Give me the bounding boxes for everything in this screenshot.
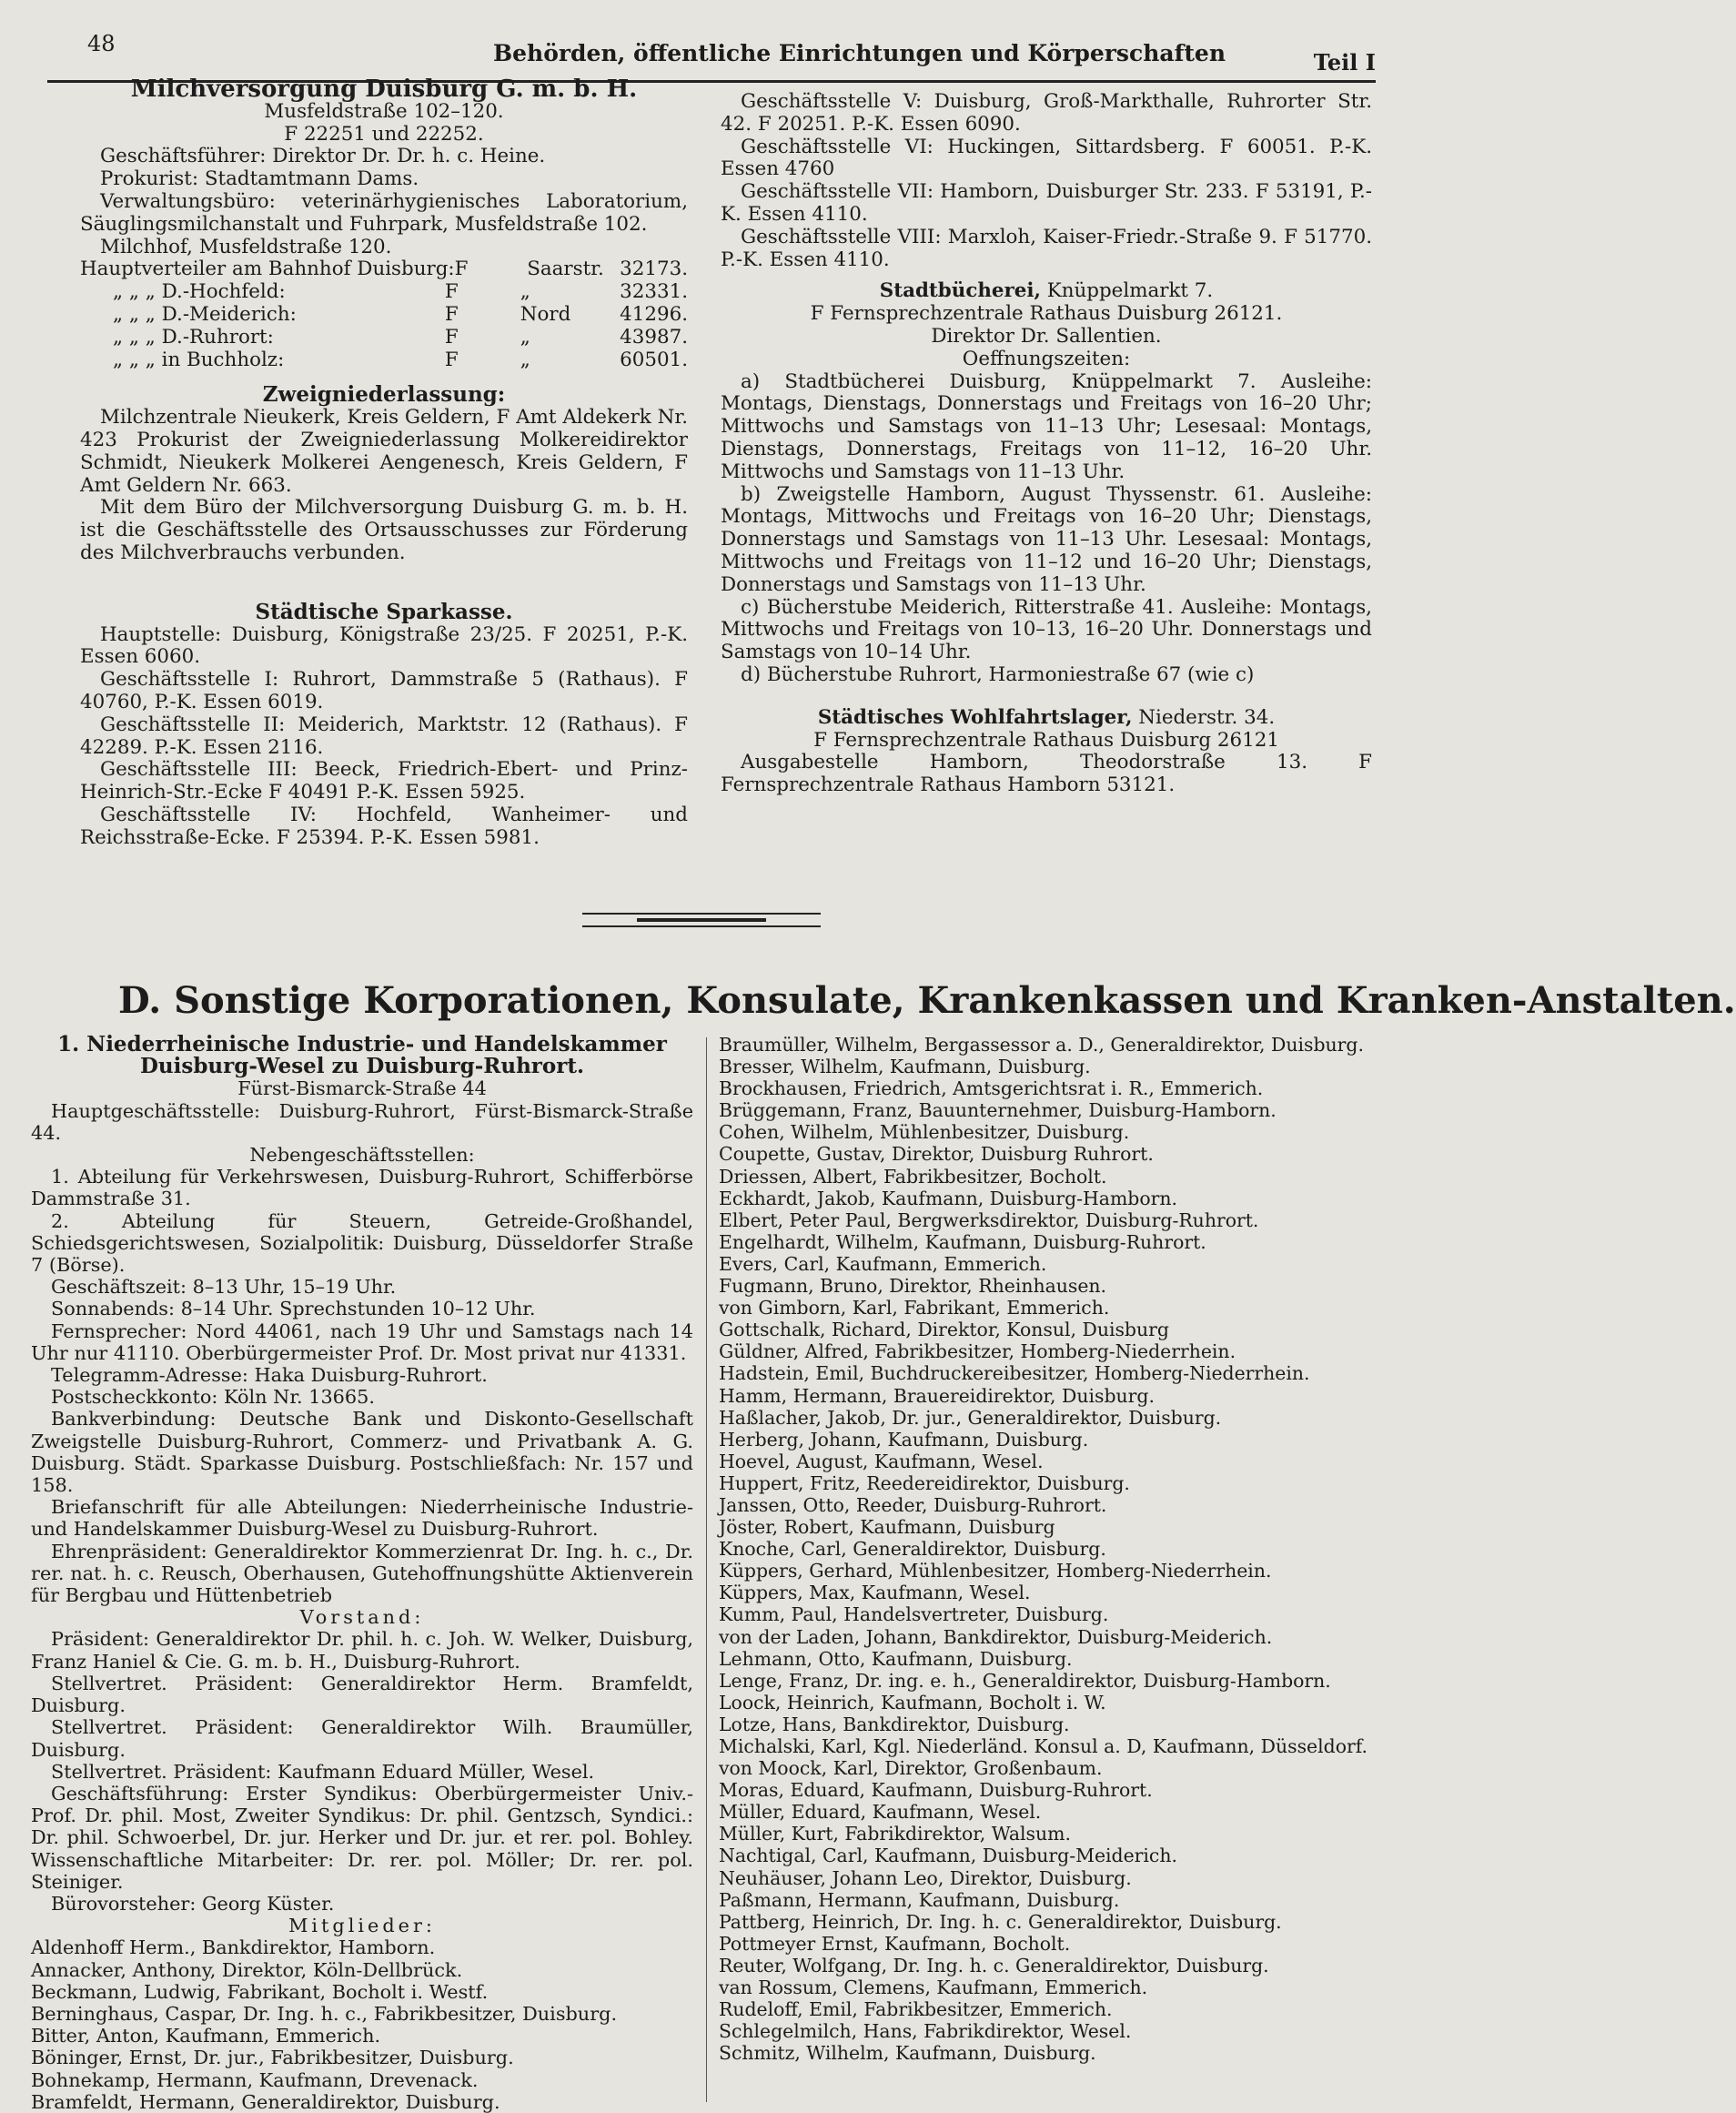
member-entry: Bresser, Wilhelm, Kaufmann, Duisburg. — [719, 1056, 1091, 1078]
ihk-title: 1. Niederrheinische Industrie- und Handelskammer — [57, 1032, 667, 1056]
member-entry: Michalski, Karl, Kgl. Niederländ. Konsul a. D, Kaufmann, Düsseldorf. — [719, 1735, 1368, 1757]
member-entry: Engelhardt, Wilhelm, Kaufmann, Duisburg-Ruhrort. — [719, 1230, 1206, 1253]
spark-text: Hauptstelle: Duisburg, Königstraße 23/25. F 20251, P.-K. Essen 6060. — [80, 622, 688, 669]
member-entry: Nachtigal, Carl, Kaufmann, Duisburg-Meiderich. — [719, 1845, 1177, 1867]
verteiler-row — [80, 258, 688, 281]
separator-line — [582, 925, 821, 927]
left-bottom-column — [31, 1034, 693, 2113]
member-entry: Jöster, Robert, Kaufmann, Duisburg — [719, 1516, 1055, 1539]
vorstand-heading: Vorstand: — [299, 1606, 425, 1629]
verteiler-number: 41296. — [620, 302, 689, 326]
ihk-text: Fernsprecher: Nord 44061, nach 19 Uhr und Samstags nach 14 Uhr nur 41110. Oberbürgermeister Prof. Dr. Most privat nur 41331. — [31, 1319, 693, 1364]
member-entry: Coupette, Gustav, Direktor, Duisburg Ruhrort. — [719, 1143, 1154, 1166]
verteiler-exchange: „ — [520, 280, 530, 304]
verteiler-f: F — [444, 280, 459, 304]
gs-text: Geschäftsstelle VI: Huckingen, Sittardsberg. F 60051. P.-K. Essen 4760 — [721, 135, 1372, 181]
separator-line — [637, 918, 766, 922]
verteiler-row — [80, 304, 688, 327]
verteiler-exchange: Nord — [520, 302, 571, 326]
verteiler-row — [80, 349, 688, 372]
page-header — [47, 25, 1376, 76]
vorstand-text: Stellvertret. Präsident: Generaldirektor Wilh. Braumüller, Duisburg. — [31, 1716, 693, 1761]
buch-title: Stadtbücherei, — [879, 279, 1041, 303]
ihk-text: Geschäftszeit: 8–13 Uhr, 15–19 Uhr. — [51, 1276, 397, 1299]
wohl-addr: Niederstr. 34. — [1132, 705, 1276, 729]
member-entry: Cohen, Wilhelm, Mühlenbesitzer, Duisburg. — [719, 1121, 1130, 1144]
left-top-column — [80, 78, 688, 850]
verteiler-row — [80, 327, 688, 349]
ihk-text: 2. Abteilung für Steuern, Getreide-Großhandel, Schiedsgerichtswesen, Sozialpolitik: Duisburg, Düsseldorfer Straße 7 (Börse). — [31, 1209, 693, 1277]
part-label: Teil I — [1313, 49, 1376, 76]
member-entry: Müller, Eduard, Kaufmann, Wesel. — [719, 1801, 1042, 1824]
member-entry: Hadstein, Emil, Buchdruckereibesitzer, Homberg-Niederrhein. — [719, 1362, 1310, 1385]
verteiler-place: „ „ „ in Buchholz: — [113, 348, 285, 371]
spark-text: Geschäftsstelle IV: Hochfeld, Wanheimer- und Reichsstraße-Ecke. F 25394. P.-K. Essen 5981. — [80, 803, 688, 849]
member-entry: Moras, Eduard, Kaufmann, Duisburg-Ruhrort. — [719, 1779, 1153, 1802]
member-entry: Lehmann, Otto, Kaufmann, Duisburg. — [719, 1647, 1073, 1670]
buch-item: b) Zweigstelle Hamborn, August Thyssenstr. 61. Ausleihe: Montags, Mittwochs und Freitags von 16–20 Uhr; Dienstags, Donnerstags und Samstags von 11–13 Uhr. Lesesaal: Montags, Mittwochs und Freitags von 11–12 und 16–20 Uhr; Dienstags, Donnerstags und Samstags von 11–13 Uhr. — [721, 482, 1372, 596]
member-entry: Brockhausen, Friedrich, Amtsgerichtsrat i. R., Emmerich. — [719, 1077, 1264, 1100]
buch-line: Oeffnungszeiten: — [962, 347, 1131, 370]
ihk-text: Hauptgeschäftsstelle: Duisburg-Ruhrort, Fürst-Bismarck-Straße 44. — [31, 1099, 693, 1144]
gs-text: Geschäftsstelle VII: Hamborn, Duisburger Str. 233. F 53191, P.-K. Essen 4110. — [721, 180, 1372, 226]
column-divider — [706, 1037, 707, 2102]
member-entry: Lenge, Franz, Dr. ing. e. h., Generaldirektor, Duisburg-Hamborn. — [719, 1669, 1331, 1692]
member-entry: Loock, Heinrich, Kaufmann, Bocholt i. W. — [719, 1691, 1106, 1714]
vorstand-text: Präsident: Generaldirektor Dr. phil. h. c. Joh. W. Welker, Duisburg, Franz Haniel & Cie. G. m. b. H., Duisburg-Ruhrort. — [31, 1628, 693, 1673]
member-entry: Eckhardt, Jakob, Kaufmann, Duisburg-Hamborn. — [719, 1187, 1177, 1209]
member-entry: Beckmann, Ludwig, Fabrikant, Bocholt i. Westf. — [31, 1980, 489, 2003]
ihk-text: Telegramm-Adresse: Haka Duisburg-Ruhrort. — [51, 1364, 488, 1387]
verteiler-row — [80, 281, 688, 304]
buch-item: d) Bücherstube Ruhrort, Harmoniestraße 67 (wie c) — [741, 662, 1255, 686]
verteiler-table — [80, 258, 688, 371]
ihk-title: Duisburg-Wesel zu Duisburg-Ruhrort. — [139, 1054, 585, 1079]
verteiler-f: F — [444, 325, 459, 349]
member-entry: Driessen, Albert, Fabrikbesitzer, Bocholt. — [719, 1165, 1107, 1188]
member-entry: Pottmeyer Ernst, Kaufmann, Bocholt. — [719, 1932, 1071, 1955]
gs-text: Geschäftsstelle VIII: Marxloh, Kaiser-Friedr.-Straße 9. F 51770. P.-K. Essen 4110. — [721, 225, 1372, 271]
verteiler-number: 60501. — [620, 348, 689, 371]
member-entry: Küppers, Max, Kaufmann, Wesel. — [719, 1582, 1031, 1604]
section-title: D. Sonstige Korporationen, Konsulate, Krankenkassen und Kranken-Anstalten. — [118, 979, 1736, 1022]
milch-text: Verwaltungsbüro: veterinärhygienisches Laboratorium, Säuglingsmilchanstalt und Fuhrpark, Musfeldstraße 102. — [80, 189, 688, 236]
verteiler-number: 43987. — [620, 325, 689, 349]
verteiler-place: „ „ „ D.-Meiderich: — [113, 302, 297, 326]
ihk-text: Ehrenpräsident: Generaldirektor Kommerzienrat Dr. Ing. h. c., Dr. rer. nat. h. c. Reusch, Oberhausen, Gutehoffnungshütte Aktienverein für Bergbau und Hüttenbetrieb — [31, 1540, 693, 1607]
buch-heading — [721, 280, 1372, 303]
member-entry: Schmitz, Wilhelm, Kaufmann, Duisburg. — [719, 2042, 1096, 2065]
member-entry: Bohnekamp, Hermann, Kaufmann, Drevenack. — [31, 2068, 479, 2091]
verteiler-exchange: Saarstr. — [527, 258, 604, 281]
verteiler-exchange: „ — [520, 325, 530, 349]
member-entry: Braumüller, Wilhelm, Bergassessor a. D., Generaldirektor, Duisburg. — [719, 1034, 1364, 1056]
milch-title: Milchversorgung Duisburg G. m. b. H. — [130, 76, 638, 103]
buch-addr: Knüppelmarkt 7. — [1040, 279, 1214, 303]
member-entry: Hamm, Hermann, Brauereidirektor, Duisburg. — [719, 1384, 1155, 1407]
verteiler-place: „ „ „ D.-Ruhrort: — [113, 325, 274, 349]
ihk-text: Postscheckkonto: Köln Nr. 13665. — [51, 1386, 375, 1409]
milch-text: Prokurist: Stadtamtmann Dams. — [100, 167, 419, 191]
milch-line: F 22251 und 22252. — [284, 122, 484, 146]
ihk-text: 1. Abteilung für Verkehrswesen, Duisburg-Ruhrort, Schifferbörse Dammstraße 31. — [31, 1166, 693, 1210]
vorstand-text: Geschäftsführung: Erster Syndikus: Oberbürgermeister Univ.-Prof. Dr. phil. Most, Zweiter Syndikus: Dr. phil. Gentzsch, Syndici.: Dr. phil. Schwoerbel, Dr. jur. Herker und Dr. jur. et rer. pol. Bohley. Wissenschaftliche Mitarbeiter: Dr. rer. pol. Möller; Dr. rer. pol. Steiniger. — [31, 1782, 693, 1893]
mitglieder-heading: Mitglieder: — [288, 1915, 436, 1937]
ihk-subheading: Nebengeschäftsstellen: — [249, 1144, 475, 1167]
verteiler-number: 32173. — [620, 258, 688, 281]
verteiler-place: Hauptverteiler am Bahnhof Duisburg: — [80, 258, 455, 281]
verteiler-f: F — [444, 348, 459, 371]
spark-text: Geschäftsstelle II: Meiderich, Marktstr. 12 (Rathaus). F 42289. P.-K. Essen 2116. — [80, 713, 688, 759]
member-entry: Brüggemann, Franz, Bauunternehmer, Duisburg-Hamborn. — [719, 1099, 1277, 1122]
member-entry: Schlegelmilch, Hans, Fabrikdirektor, Wesel. — [719, 2020, 1132, 2043]
member-entry: Hoevel, August, Kaufmann, Wesel. — [719, 1450, 1044, 1472]
verteiler-number: 32331. — [620, 280, 689, 304]
member-entry: Aldenhoff Herm., Bankdirektor, Hamborn. — [31, 1936, 436, 1959]
member-entry: Knoche, Carl, Generaldirektor, Duisburg. — [719, 1538, 1106, 1561]
wohl-heading — [721, 707, 1372, 730]
wohl-line: F Fernsprechzentrale Rathaus Duisburg 26121 — [813, 728, 1279, 752]
member-entry: Fugmann, Bruno, Direktor, Rheinhausen. — [719, 1275, 1107, 1298]
member-entry: Berninghaus, Caspar, Dr. Ing. h. c., Fabrikbesitzer, Duisburg. — [31, 2002, 618, 2025]
member-entry: Güldner, Alfred, Fabrikbesitzer, Homberg-Niederrhein. — [719, 1340, 1236, 1363]
member-entry: Elbert, Peter Paul, Bergwerksdirektor, Duisburg-Ruhrort. — [719, 1208, 1259, 1231]
member-entry: Bitter, Anton, Kaufmann, Emmerich. — [31, 2025, 381, 2047]
separator-line — [582, 913, 821, 915]
page-number: 48 — [87, 31, 116, 56]
member-entry: Herberg, Johann, Kaufmann, Duisburg. — [719, 1428, 1089, 1451]
member-entry: Janssen, Otto, Reeder, Duisburg-Ruhrort. — [719, 1493, 1107, 1516]
ihk-text: Briefanschrift für alle Abteilungen: Niederrheinische Industrie- und Handelskammer Duisburg-Wesel zu Duisburg-Ruhrort. — [31, 1496, 693, 1541]
member-entry: Reuter, Wolfgang, Dr. Ing. h. c. Generaldirektor, Duisburg. — [719, 1954, 1269, 1977]
member-entry: Lotze, Hans, Bankdirektor, Duisburg. — [719, 1713, 1070, 1735]
buch-line: Direktor Dr. Sallentien. — [931, 324, 1162, 348]
member-entry: Böninger, Ernst, Dr. jur., Fabrikbesitzer, Duisburg. — [31, 2047, 514, 2069]
member-entry: Küppers, Gerhard, Mühlenbesitzer, Homberg-Niederrhein. — [719, 1560, 1272, 1582]
member-entry: Pattberg, Heinrich, Dr. Ing. h. c. Generaldirektor, Duisburg. — [719, 1910, 1282, 1933]
milch-line: Musfeldstraße 102–120. — [264, 99, 504, 123]
buch-line: F Fernsprechzentrale Rathaus Duisburg 26121. — [810, 302, 1283, 326]
member-entry: van Rossum, Clemens, Kaufmann, Emmerich. — [719, 1977, 1148, 1999]
member-entry: Müller, Kurt, Fabrikdirektor, Walsum. — [719, 1823, 1071, 1845]
vorstand-text: Stellvertret. Präsident: Kaufmann Eduard Müller, Wesel. — [51, 1760, 595, 1783]
member-entry: Evers, Carl, Kaufmann, Emmerich. — [719, 1252, 1047, 1275]
spark-text: Geschäftsstelle III: Beeck, Friedrich-Ebert- und Prinz-Heinrich-Str.-Ecke F 40491 P.-K. Essen 5925. — [80, 758, 688, 804]
vorstand-text: Bürovorsteher: Georg Küster. — [51, 1892, 335, 1915]
right-top-column — [721, 91, 1372, 797]
ihk-text: Sonnabends: 8–14 Uhr. Sprechstunden 10–12 Uhr. — [51, 1298, 536, 1320]
ihk-text: Bankverbindung: Deutsche Bank und Diskonto-Gesellschaft Zweigstelle Duisburg-Ruhrort, Commerz- und Privatbank A. G. Duisburg. Städt. Sparkasse Duisburg. Postschließfach: Nr. 157 und 158. — [31, 1408, 693, 1497]
member-entry: Haßlacher, Jakob, Dr. jur., Generaldirektor, Duisburg. — [719, 1406, 1222, 1429]
wohl-title: Städtisches Wohlfahrtslager, — [817, 705, 1133, 729]
member-entry: Annacker, Anthony, Direktor, Köln-Dellbrück. — [31, 1958, 463, 1981]
gs-text: Geschäftsstelle V: Duisburg, Groß-Markthalle, Ruhrorter Str. 42. F 20251. P.-K. Essen 6090. — [721, 90, 1372, 136]
buch-item: a) Stadtbücherei Duisburg, Knüppelmarkt 7. Ausleihe: Montags, Dienstags, Donnerstags und Freitags von 16–20 Uhr; Mittwochs und Samstags von 11–13 Uhr; Lesesaal: Montags, Dienstags, Donnerstags, Freitags von 11–12, 16–20 Uhr. Mittwochs und Samstags von 11–13 Uhr. — [721, 369, 1372, 483]
buch-item: c) Bücherstube Meiderich, Ritterstraße 41. Ausleihe: Montags, Mittwochs und Freitags von 10–13, 16–20 Uhr. Donnerstags und Samstags von 10–14 Uhr. — [721, 595, 1372, 664]
member-entry: von Moock, Karl, Direktor, Großenbaum. — [719, 1757, 1103, 1780]
verteiler-f: F — [444, 302, 459, 326]
milch-text: Geschäftsführer: Direktor Dr. Dr. h. c. Heine. — [100, 145, 546, 168]
spark-title: Städtische Sparkasse. — [255, 599, 513, 624]
member-entry: Huppert, Fritz, Reedereidirektor, Duisburg. — [719, 1471, 1130, 1494]
spark-text: Geschäftsstelle I: Ruhrort, Dammstraße 5 (Rathaus). F 40760, P.-K. Essen 6019. — [80, 668, 688, 713]
zweig-text: Mit dem Büro der Milchversorgung Duisburg G. m. b. H. ist die Geschäftsstelle des Ortsausschusses zur Förderung des Milchverbrauchs verbunden. — [80, 496, 688, 564]
member-entry: Rudeloff, Emil, Fabrikbesitzer, Emmerich. — [719, 1998, 1113, 2021]
member-entry: Neuhäuser, Johann Leo, Direktor, Duisburg. — [719, 1866, 1132, 1889]
member-entry: von der Laden, Johann, Bankdirektor, Duisburg-Meiderich. — [719, 1625, 1273, 1648]
member-entry: Kumm, Paul, Handelsvertreter, Duisburg. — [719, 1603, 1109, 1626]
right-bottom-column — [719, 1034, 1372, 2064]
wohl-text: Ausgabestelle Hamborn, Theodorstraße 13. F Fernsprechzentrale Rathaus Hamborn 53121. — [721, 751, 1372, 797]
milch-text: Milchhof, Musfeldstraße 120. — [100, 235, 392, 258]
zweig-text: Milchzentrale Nieukerk, Kreis Geldern, F Amt Aldekerk Nr. 423 Prokurist der Zweigniederlassung Molkereidirektor Schmidt, Nieukerk Molkerei Aengenesch, Kreis Geldern, F Amt Geldern Nr. 663. — [80, 406, 688, 497]
zweig-title: Zweigniederlassung: — [262, 382, 506, 408]
ihk-address: Fürst-Bismarck-Straße 44 — [237, 1077, 487, 1100]
member-entry: Gottschalk, Richard, Direktor, Konsul, Duisburg — [719, 1319, 1169, 1341]
member-entry: Bramfeldt, Hermann, Generaldirektor, Duisburg. — [31, 2090, 500, 2113]
member-entry: Paßmann, Hermann, Kaufmann, Duisburg. — [719, 1888, 1120, 1911]
running-title: Behörden, öffentliche Einrichtungen und Körperschaften — [493, 40, 1226, 66]
member-entry: von Gimborn, Karl, Fabrikant, Emmerich. — [719, 1297, 1110, 1319]
verteiler-place: „ „ „ D.-Hochfeld: — [113, 280, 286, 304]
verteiler-exchange: „ — [520, 348, 530, 371]
verteiler-f: F — [454, 258, 469, 281]
vorstand-text: Stellvertret. Präsident: Generaldirektor Herm. Bramfeldt, Duisburg. — [31, 1672, 693, 1717]
